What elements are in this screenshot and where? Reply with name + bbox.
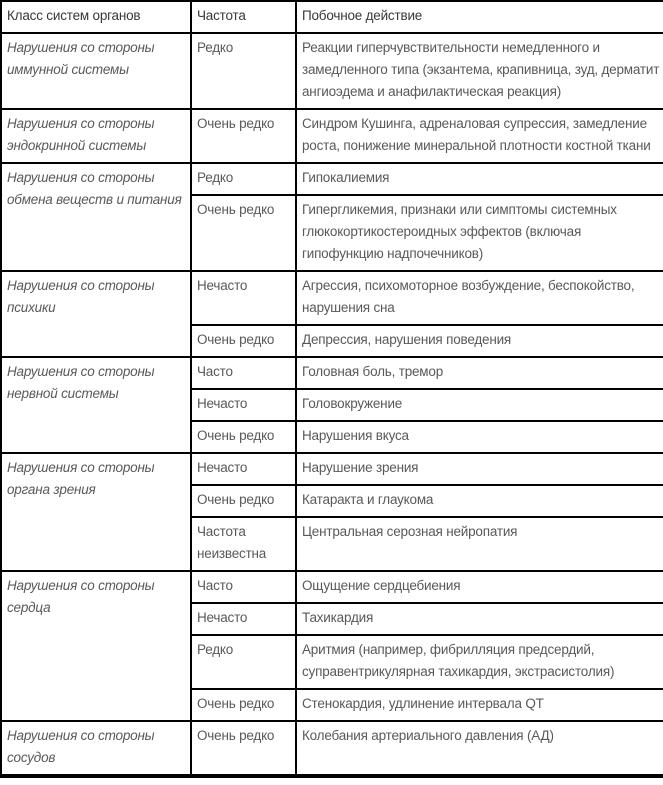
effect-cell: Стенокардия, удлинение интервала QT (296, 689, 663, 721)
frequency-cell: Очень редко (191, 485, 296, 517)
effect-cell: Головная боль, тремор (296, 357, 663, 389)
table-row (1, 271, 663, 325)
effect-cell: Гипергликемия, признаки или симптомы системных глюкокортикостероидных эффектов (включая гипофункцию надпочечников) (296, 195, 663, 271)
frequency-cell: Очень редко (191, 109, 296, 163)
frequency-cell: Частота неизвестна (191, 517, 296, 571)
table-row (1, 453, 663, 485)
frequency-cell: Редко (191, 163, 296, 195)
effect-cell: Нарушения вкуса (296, 421, 663, 453)
organ-class-cell: Нарушения со стороны нервной системы (1, 357, 191, 453)
column-header-side-effect: Побочное действие (296, 1, 663, 33)
effect-cell: Нарушение зрения (296, 453, 663, 485)
effect-cell: Колебания артериального давления (АД) (296, 721, 663, 776)
organ-class-cell: Нарушения со стороны обмена веществ и питания (1, 163, 191, 271)
column-header-frequency: Частота (191, 1, 296, 33)
frequency-cell: Нечасто (191, 603, 296, 635)
frequency-cell: Нечасто (191, 453, 296, 485)
organ-class-cell: Нарушения со стороны органа зрения (1, 453, 191, 571)
frequency-cell: Очень редко (191, 421, 296, 453)
table-body (1, 33, 663, 776)
frequency-cell: Редко (191, 635, 296, 689)
frequency-cell: Очень редко (191, 689, 296, 721)
effect-cell: Катаракта и глаукома (296, 485, 663, 517)
frequency-cell: Редко (191, 33, 296, 109)
organ-class-cell: Нарушения со стороны иммунной системы (1, 33, 191, 109)
table-row (1, 163, 663, 195)
effect-cell: Центральная серозная нейропатия (296, 517, 663, 571)
frequency-cell: Нечасто (191, 389, 296, 421)
effect-cell: Ощущение сердцебиения (296, 571, 663, 603)
effect-cell: Реакции гиперчувствительности немедленного и замедленного типа (экзантема, крапивница, зуд, дерматит ангиоэдема и анафилактическая реакция) (296, 33, 663, 109)
frequency-cell: Очень редко (191, 721, 296, 776)
table-row (1, 571, 663, 603)
table-row (1, 33, 663, 109)
organ-class-cell: Нарушения со стороны сосудов (1, 721, 191, 776)
frequency-cell: Часто (191, 571, 296, 603)
effect-cell: Тахикардия (296, 603, 663, 635)
organ-class-cell: Нарушения со стороны эндокринной системы (1, 109, 191, 163)
effect-cell: Гипокалиемия (296, 163, 663, 195)
effect-cell: Головокружение (296, 389, 663, 421)
column-header-organ-class: Класс систем органов (1, 1, 191, 33)
effect-cell: Депрессия, нарушения поведения (296, 325, 663, 357)
frequency-cell: Часто (191, 357, 296, 389)
table-row (1, 357, 663, 389)
table-row (1, 721, 663, 776)
effect-cell: Аритмия (например, фибрилляция предсердий, суправентрикулярная тахикардия, экстрасистолия) (296, 635, 663, 689)
organ-class-cell: Нарушения со стороны психики (1, 271, 191, 357)
effect-cell: Синдром Кушинга, адреналовая супрессия, замедление роста, понижение минеральной плотности костной ткани (296, 109, 663, 163)
effect-cell: Агрессия, психомоторное возбуждение, беспокойство, нарушения сна (296, 271, 663, 325)
frequency-cell: Очень редко (191, 195, 296, 271)
organ-class-cell: Нарушения со стороны сердца (1, 571, 191, 721)
header-row (1, 1, 663, 33)
table-row (1, 109, 663, 163)
frequency-cell: Нечасто (191, 271, 296, 325)
frequency-cell: Очень редко (191, 325, 296, 357)
